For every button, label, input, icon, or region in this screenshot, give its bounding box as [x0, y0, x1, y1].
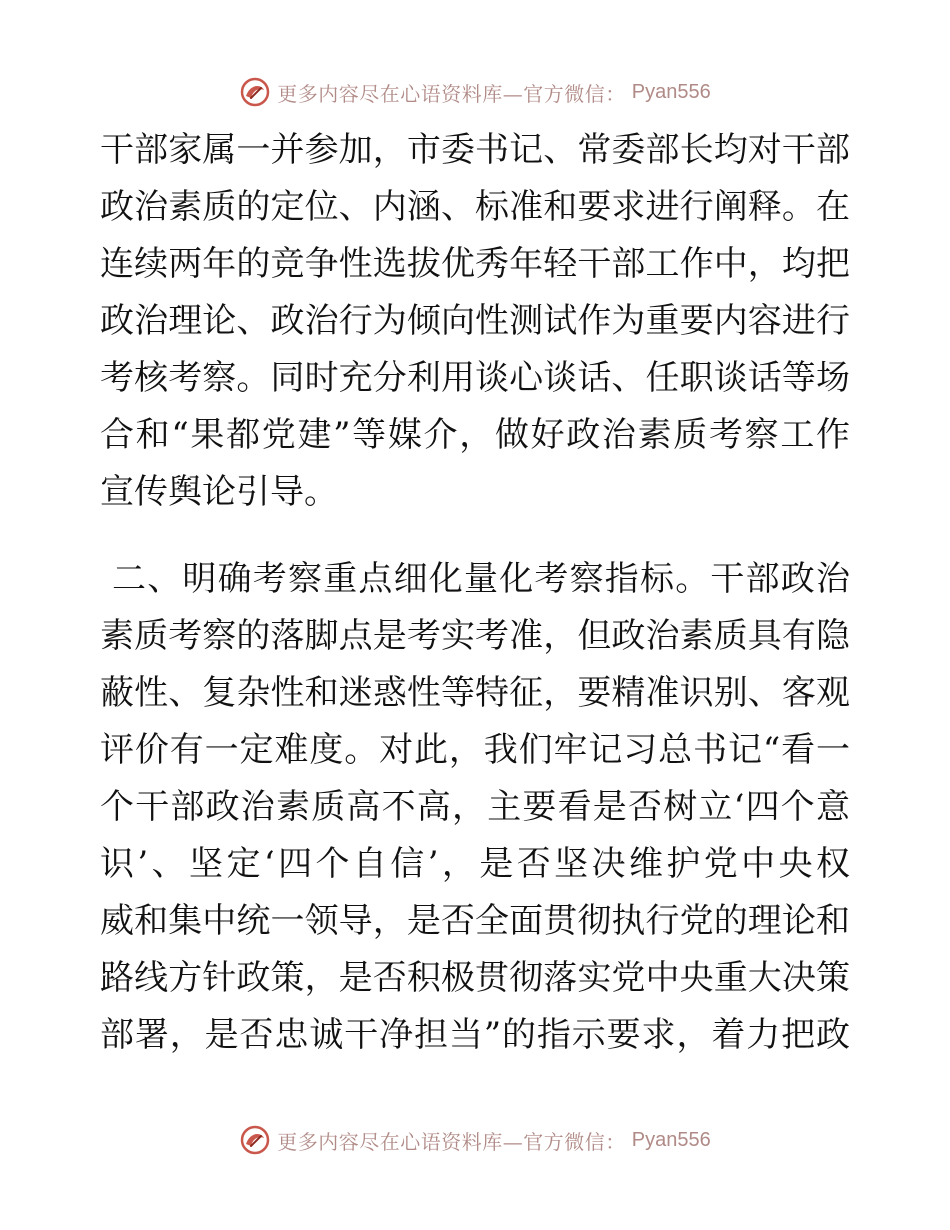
text-line: 素质考察的落脚点是考实考准，但政治素质具有隐: [100, 616, 850, 656]
header-watermark: [0, 72, 950, 112]
text-line: 连续两年的竞争性选拔优秀年轻干部工作中，均把: [100, 244, 850, 284]
watermark-text: 更多内容尽在心语资料库—官方微信：: [277, 81, 626, 106]
watermark-wechat-id: Pyan556: [631, 80, 711, 103]
text-line: 干部家属一并参加，市委书记、常委部长均对干部: [100, 130, 850, 170]
paragraph-gap: [100, 521, 850, 551]
footer-watermark: [0, 1120, 950, 1160]
text-line: 政治理论、政治行为倾向性测试作为重要内容进行: [100, 301, 850, 341]
red-swirl-logo-icon: [239, 1124, 271, 1156]
text-line: 宣传舆论引导。: [100, 472, 338, 512]
paragraph: [100, 551, 850, 1064]
text-line: 部署，是否忠诚干净担当”的指示要求，着力把政: [100, 1015, 850, 1055]
text-line: 路线方针政策，是否积极贯彻落实党中央重大决策: [100, 958, 850, 998]
red-swirl-logo-icon: [239, 76, 271, 108]
text-line: 蔽性、复杂性和迷惑性等特征，要精准识别、客观: [100, 673, 850, 713]
text-line: 评价有一定难度。对此，我们牢记习总书记“看一: [100, 730, 850, 770]
text-line: 识’、坚定‘四个自信’，是否坚决维护党中央权: [100, 844, 850, 884]
text-line: 考核考察。同时充分利用谈心谈话、任职谈话等场: [100, 358, 850, 398]
text-line: 威和集中统一领导，是否全面贯彻执行党的理论和: [100, 901, 850, 941]
text-line: 合和“果都党建”等媒介，做好政治素质考察工作: [100, 415, 850, 455]
watermark-text: 更多内容尽在心语资料库—官方微信：: [277, 1129, 626, 1154]
text-line: 政治素质的定位、内涵、标准和要求进行阐释。在: [100, 187, 850, 227]
text-line: 个干部政治素质高不高，主要看是否树立‘四个意: [100, 787, 850, 827]
watermark-wechat-id: Pyan556: [631, 1128, 711, 1151]
paragraph: [100, 122, 850, 521]
text-line: 二、明确考察重点细化量化考察指标。干部政治: [100, 559, 850, 599]
body-text: [100, 122, 850, 1064]
